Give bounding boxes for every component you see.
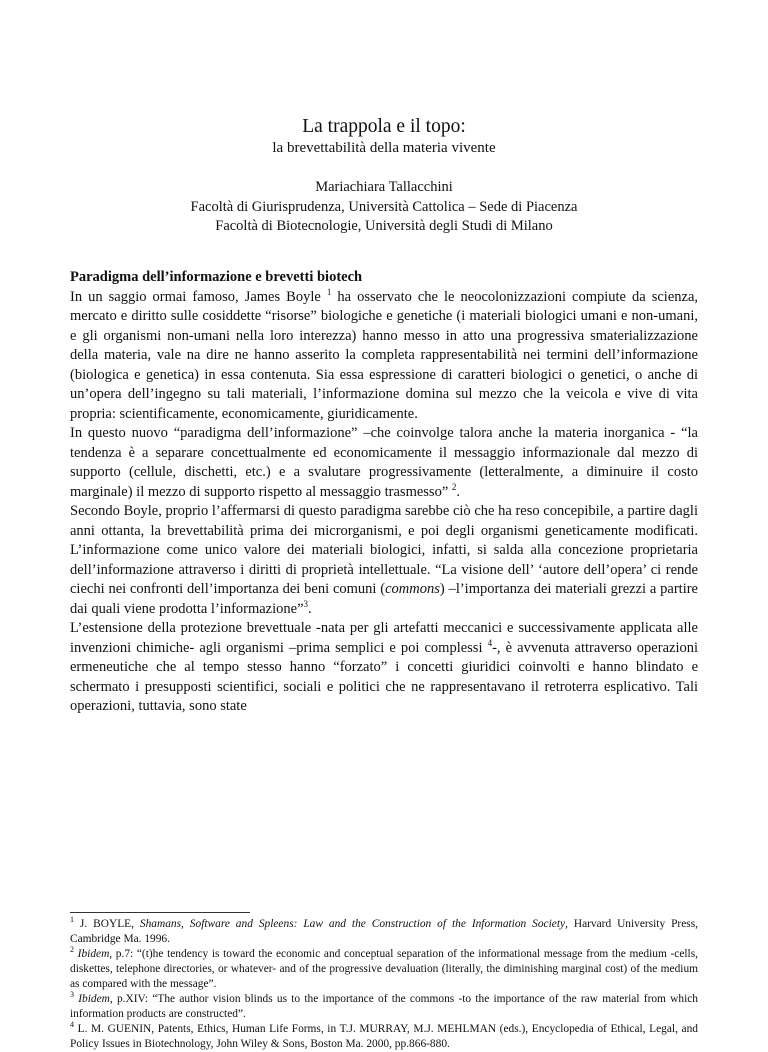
- emphasis-commons: commons: [385, 581, 440, 597]
- paragraph-4: [70, 619, 698, 717]
- footnote-text: , p.7: “(t)he tendency is toward the economic and conceptual separation of the informational message from the medium -cells, diskettes, telephone directories, or whatever- and of the progressive devaluation (literally, the diminishing marginal cost) of the medium as compared with the message”.: [70, 948, 698, 990]
- paper-title: La trappola e il topo:: [302, 116, 466, 137]
- footnote-book-title: Shamans, Software and Spleens: Law and the Construction of the Information Society: [139, 918, 566, 930]
- footnote-text: , Harvard University Press, Cambridge Ma. 1996.: [70, 918, 698, 945]
- paragraph-text: In questo nuovo “paradigma dell’informazione” –che coinvolge talora anche la materia inorganica - “la tendenza è a separare concettualmente ed economicamente il messaggio informazionale dal mezzo di supporto (cellule, dischetti, etc.) e a svalutare progressivamente (letteralmente, a diminuire il costo marginale) il mezzo di supporto rispetto al messaggio trasmesso”: [70, 425, 698, 500]
- paragraph-text: .: [456, 483, 461, 500]
- paragraph-text: .: [308, 600, 312, 617]
- footnote-number: 3: [70, 990, 74, 1000]
- section-heading: Paradigma dell’informazione e brevetti biotech: [70, 269, 363, 285]
- affiliation-1: Facoltà di Giurisprudenza, Università Cattolica – Sede di Piacenza: [190, 198, 578, 215]
- footnote-ref-1[interactable]: 1: [326, 286, 332, 297]
- paragraph-text: Secondo Boyle, proprio l’affermarsi di questo paradigma sarebbe ciò che ha reso concepibile, a partire dagli anni ottanta, la brevettabilità prima dei microrganismi, e poi degli organismi geneticamente modificati. L’informazione come unico valore dei materiali biologici, infatti, si salda alla concezione proprietaria dell’informazione attraverso i diritti di proprietà intellettuale. “La visione dell’ ‘autore dell’opera’ ci rende ciechi nei confronti dell’importanza dei beni comuni (: [70, 503, 698, 597]
- footnote-4: [70, 1022, 698, 1052]
- paragraph-3: [70, 502, 698, 619]
- affiliation-2: Facoltà di Biotecnologie, Università degli Studi di Milano: [215, 218, 553, 234]
- paragraph-2: [70, 424, 698, 502]
- footnote-number: 1: [70, 915, 74, 925]
- paragraph-1: [70, 288, 698, 425]
- footnote-1: [70, 917, 698, 947]
- footnote-number: 2: [70, 945, 74, 955]
- footnote-text: L. M. GUENIN, Patents, Ethics, Human Life Forms, in T.J. MURRAY, M.J. MEHLMAN (eds.), Encyclopedia of Ethical, Legal, and Policy Issues in Biotechnology, John Wiley & Sons, Boston Ma. 2000, pp.866-880.: [70, 1023, 698, 1050]
- body-text: [70, 268, 698, 717]
- footnote-ibidem: Ibidem: [74, 948, 110, 960]
- footnote-2: [70, 947, 698, 992]
- paragraph-text: ha osservato che le neocolonizzazioni compiute da scienza, mercato e diritto sulle cosiddette “risorse” biologiche e genetiche (i materiali biologici umani e non-umani, e gli organismi non-umani nella loro interezza) hanno messo in atto una progressiva smaterializzazione della materia, vale na dire ne hanno asserito la completa rappresentabilità nei termini dell’informazione (biologica e genetica) in essa contenuta. Sia essa espressione di caratteri biologici o genetici, o anche di un’opera dell’ingegno su tali materiali, l’informazione domina sul mezzo che la veicola e vive di vita propria: scientificamente, economicamente, giuridicamente.: [70, 288, 699, 422]
- author-name: Mariachiara Tallacchini: [315, 179, 453, 195]
- author-block: [0, 178, 768, 237]
- footnote-ref-3[interactable]: 3: [303, 598, 309, 609]
- footnote-3: [70, 992, 698, 1022]
- paragraph-text: In un saggio ormai famoso, James Boyle: [70, 288, 327, 305]
- paragraph-text: ) –l’importanza dei materiali grezzi a partire dai quali viene prodotta l’informazione”: [70, 581, 698, 617]
- paragraph-text: -, è avvenuta attraverso operazioni ermeneutiche che al tempo stesso hanno “forzato” i concetti giuridici coinvolti e hanno blindato e schermato i presupposti scientifici, sociali e politici che ne rappresentavano il retroterra esplicativo. Tali operazioni, tuttavia, sono state: [70, 639, 698, 714]
- footnote-number: 4: [70, 1020, 74, 1030]
- footnote-divider: [70, 912, 250, 913]
- footnotes: [70, 917, 698, 1052]
- footnote-ref-2[interactable]: 2: [451, 481, 457, 492]
- paragraph-text: L’estensione della protezione brevettuale -nata per gli artefatti meccanici e successivamente applicata alle invenzioni chimiche- agli organismi –prima semplici e poi complessi: [70, 620, 698, 656]
- footnote-ref-4[interactable]: 4: [487, 637, 493, 648]
- footnote-text: J. BOYLE,: [74, 918, 140, 930]
- footnote-text: , p.XIV: “The author vision blinds us to the importance of the commons -to the importance of the raw material from which information products are constructed”.: [70, 993, 699, 1020]
- paper-subtitle: la brevettabilità della materia vivente: [272, 140, 496, 156]
- footnote-ibidem: Ibidem: [74, 993, 110, 1005]
